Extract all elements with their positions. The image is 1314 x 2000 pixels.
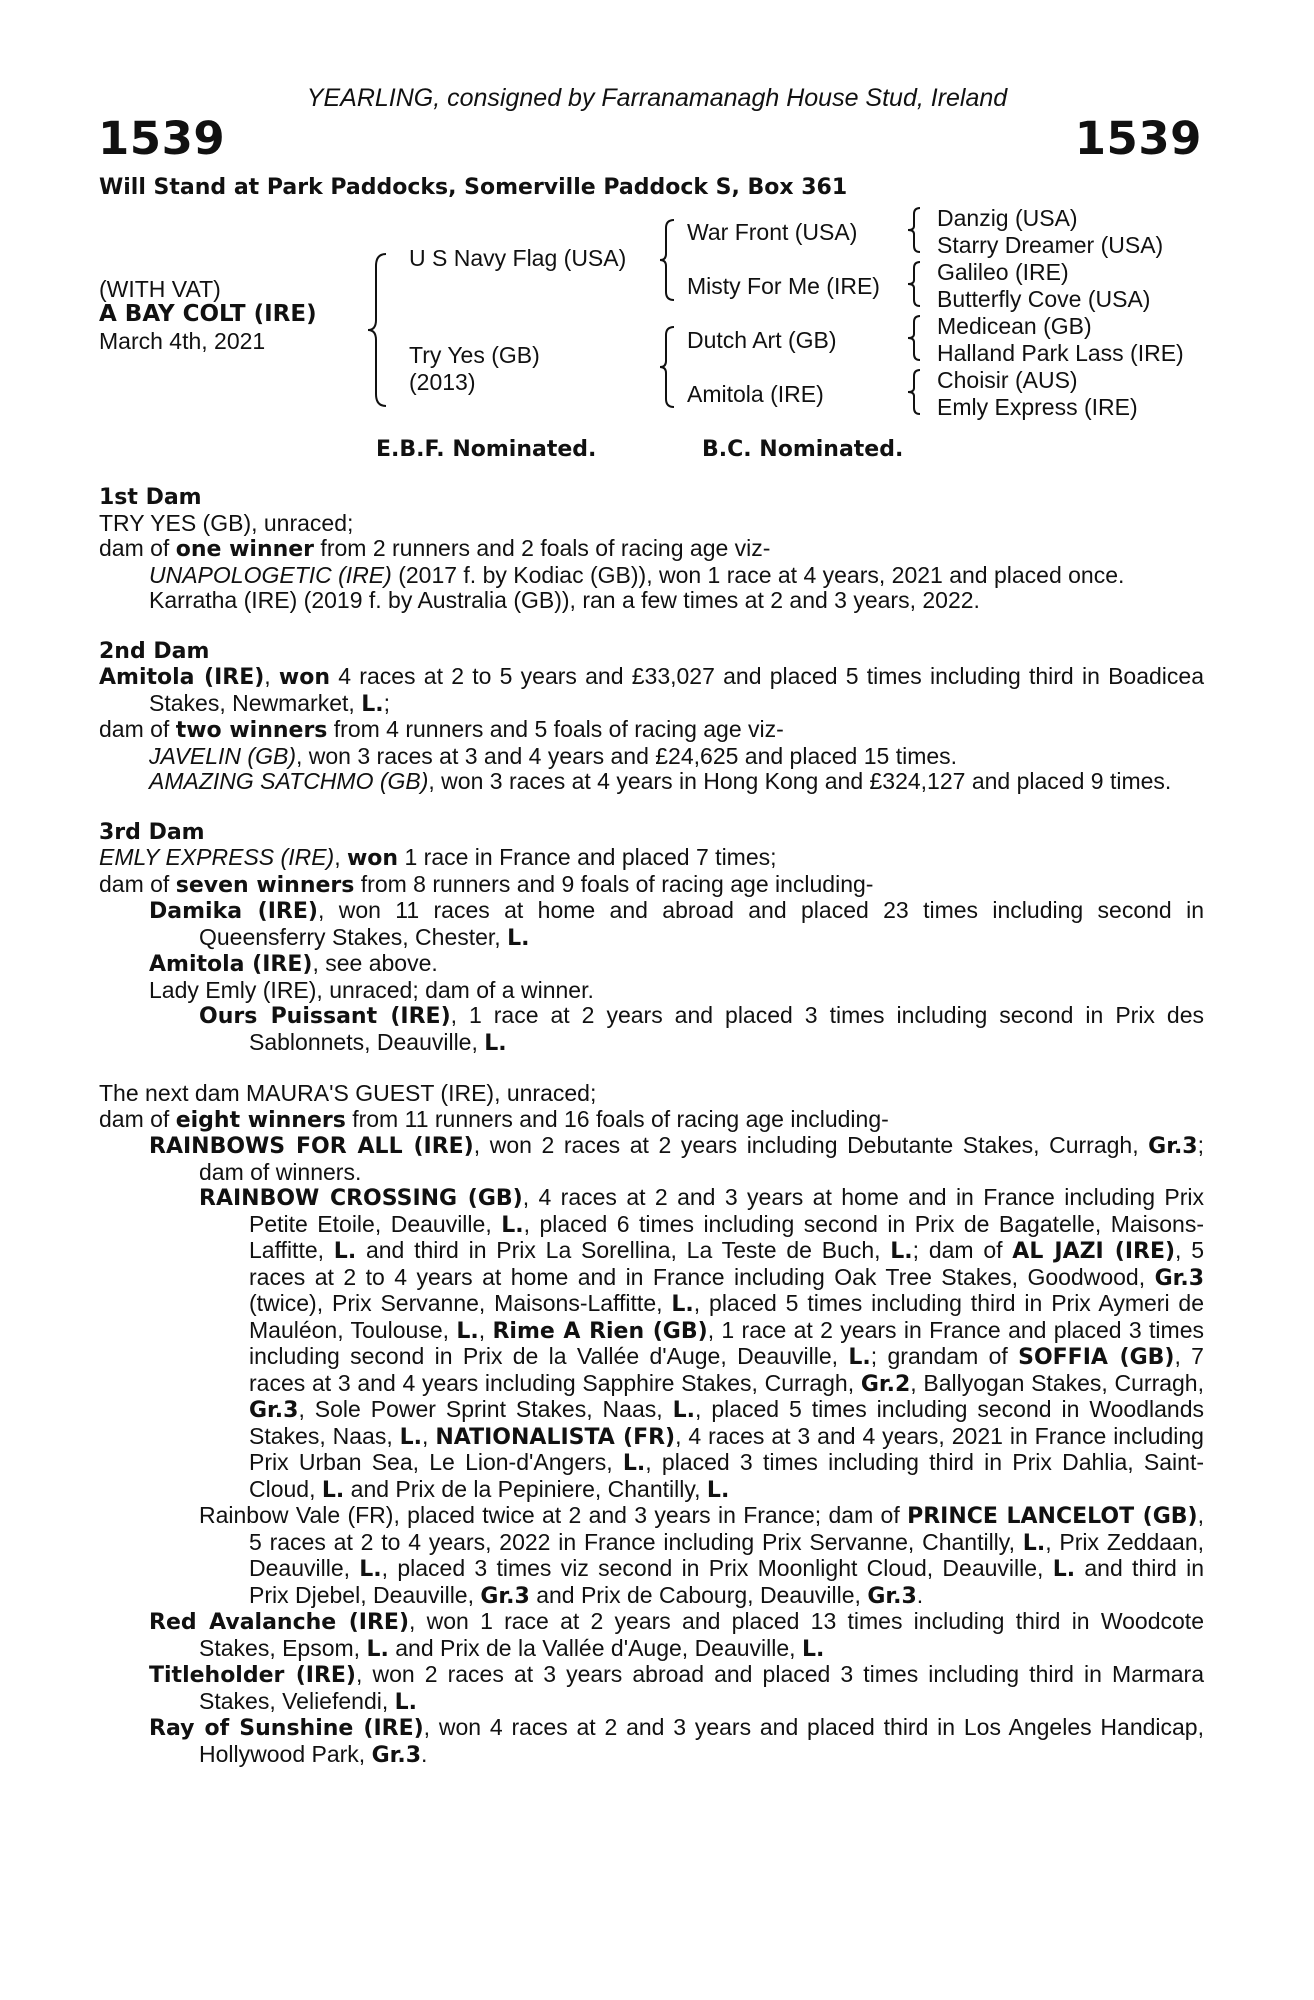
dam-brace (658, 325, 680, 409)
ggp-5: Medicean (GB) (937, 313, 1092, 339)
first-dam-produce-summary: dam of one winner from 2 runners and 2 foals of racing age viz- (99, 535, 771, 562)
third-dam-entry-3: Lady Emly (IRE), unraced; dam of a winner. (149, 976, 594, 1003)
next-dam-line: The next dam MAURA'S GUEST (IRE), unraced; (99, 1080, 597, 1106)
dam-foaling-year: (2013) (409, 369, 476, 395)
ggp-brace-3 (906, 314, 926, 362)
first-dam-entry-1: UNAPOLOGETIC (IRE) (2017 f. by Kodiac (GB)), won 1 race at 4 years, 2021 and placed once. (149, 561, 1125, 588)
ggp-brace-1 (906, 206, 926, 254)
next-dam-entry-1: RAINBOWS FOR ALL (IRE), won 2 races at 2 years including Debutante Stakes, Curragh, Gr.3; dam of winners. (149, 1132, 1204, 1185)
sire-dam: Misty For Me (IRE) (687, 273, 880, 299)
consignment-line: YEARLING, consigned by Farranamanagh House Stud, Ireland (306, 84, 1008, 112)
ggp-6: Halland Park Lass (IRE) (937, 340, 1184, 366)
ggp-8: Emly Express (IRE) (937, 394, 1138, 420)
second-dam-heading: 2nd Dam (99, 638, 210, 664)
bc-nominated: B.C. Nominated. (702, 437, 904, 462)
third-dam-entry-4: Ours Puissant (IRE), 1 race at 2 years and placed 3 times including second in Prix des Sablonnets, Deauville, L. (199, 1002, 1204, 1056)
third-dam-produce-summary: dam of seven winners from 8 runners and 9 foals of racing age including- (99, 870, 874, 898)
next-dam-entry-4: Red Avalanche (IRE), won 1 race at 2 years and placed 13 times including third in Woodcote Stakes, Epsom, L. and Prix de la Vallée d'Auge, Deauville, L. (149, 1608, 1204, 1662)
third-dam-entry-1: Damika (IRE), won 11 races at home and abroad and placed 23 times including second in Queensferry Stakes, Chester, L. (149, 897, 1204, 951)
ggp-3: Galileo (IRE) (937, 259, 1069, 285)
first-dam-line: TRY YES (GB), unraced; (99, 509, 354, 536)
next-dam-entry-6: Ray of Sunshine (IRE), won 4 races at 2 and 3 years and placed third in Los Angeles Handicap, Hollywood Park, Gr.3. (149, 1714, 1204, 1768)
next-dam-entry-5: Titleholder (IRE), won 2 races at 3 years abroad and placed 3 times including third in Marmara Stakes, Veliefendi, L. (149, 1661, 1204, 1715)
third-dam-heading: 3rd Dam (99, 819, 205, 845)
ggp-2: Starry Dreamer (USA) (937, 232, 1164, 258)
vat-note: (WITH VAT) (99, 276, 221, 302)
second-dam-entry-2: AMAZING SATCHMO (GB), won 3 races at 4 years in Hong Kong and £324,127 and placed 9 times. (149, 768, 1172, 794)
ggp-1: Danzig (USA) (937, 205, 1078, 231)
lot-number-right: 1539 (1074, 112, 1202, 165)
subject-brace (368, 250, 398, 410)
sire-sire: War Front (USA) (687, 219, 858, 245)
second-dam-entry-1: JAVELIN (GB), won 3 races at 3 and 4 years and £24,625 and placed 15 times. (149, 742, 958, 769)
subject-horse: A BAY COLT (IRE) (99, 301, 317, 327)
ggp-4: Butterfly Cove (USA) (937, 286, 1151, 312)
pedigree-notes (99, 485, 1204, 1768)
next-dam-produce-summary: dam of eight winners from 11 runners and 16 foals of racing age including- (99, 1105, 889, 1133)
dam: Try Yes (GB) (409, 342, 540, 368)
ggp-brace-4 (906, 368, 926, 416)
sire: U S Navy Flag (USA) (409, 245, 627, 271)
next-dam-entry-3: Rainbow Vale (FR), placed twice at 2 and 3 years in France; dam of PRINCE LANCELOT (GB), 5 races at 2 to 4 years, 2022 in France including Prix Servanne, Chantilly, L., Prix Zeddaan, Deauville, L., placed 3 times viz second in Prix Moonlight Cloud, Deauville, L. and third in Prix Djebel, Deauville, Gr.3 and Prix de Cabourg, Deauville, Gr.3. (199, 1502, 1205, 1609)
first-dam-heading: 1st Dam (99, 485, 202, 510)
ebf-nominated: E.B.F. Nominated. (376, 437, 597, 462)
dam-sire: Dutch Art (GB) (687, 327, 837, 353)
lot-number-left: 1539 (98, 112, 226, 165)
next-dam-entry-2: RAINBOW CROSSING (GB), 4 races at 2 and 3 years at home and in France including Prix Petite Etoile, Deauville, L., placed 6 times including second in Prix de Bagatelle, Maisons-Laffitte, L. and third in Prix La Sorellina, La Teste de Buch, L.; dam of AL JAZI (IRE), 5 races at 2 to 4 years at home and in France including Oak Tree Stakes, Goodwood, Gr.3 (twice), Prix Servanne, Maisons-Laffitte, L., placed 5 times including third in Prix Aymeri de Mauléon, Toulouse, L., Rime A Rien (GB), 1 race at 2 years in France and placed 3 times including second in Prix de la Vallée d'Auge, Deauville, L.; grandam of SOFFIA (GB), 7 races at 3 and 4 years including Sapphire Stakes, Curragh, Gr.2, Ballyogan Stakes, Curragh, Gr.3, Sole Power Sprint Stakes, Naas, L., placed 5 times including second in Woodlands Stakes, Naas, L., NATIONALISTA (FR), 4 races at 3 and 4 years, 2021 in France including Prix Urban Sea, Le Lion-d'Angers, L., placed 3 times including third in Prix Dahlia, Saint-Cloud, L. and Prix de la Pepiniere, Chantilly, L. (199, 1184, 1205, 1503)
third-dam-line: EMLY EXPRESS (IRE), won 1 race in France and placed 7 times; (99, 844, 777, 871)
second-dam-produce-summary: dam of two winners from 4 runners and 5 foals of racing age viz- (99, 716, 784, 743)
first-dam-entry-2: Karratha (IRE) (2019 f. by Australia (GB)), ran a few times at 2 and 3 years, 2022. (149, 587, 980, 613)
dam-dam: Amitola (IRE) (687, 381, 824, 407)
stand-location: Will Stand at Park Paddocks, Somerville Paddock S, Box 361 (99, 175, 848, 200)
third-dam-entry-2: Amitola (IRE), see above. (149, 950, 438, 977)
foaling-date: March 4th, 2021 (99, 328, 266, 354)
ggp-brace-2 (906, 260, 926, 308)
second-dam-line: Amitola (IRE), won 4 races at 2 to 5 years and £33,027 and placed 5 times including third in Boadicea Stakes, Newmarket, L.; (99, 663, 1205, 717)
ggp-7: Choisir (AUS) (937, 367, 1078, 393)
sire-brace (658, 218, 680, 302)
